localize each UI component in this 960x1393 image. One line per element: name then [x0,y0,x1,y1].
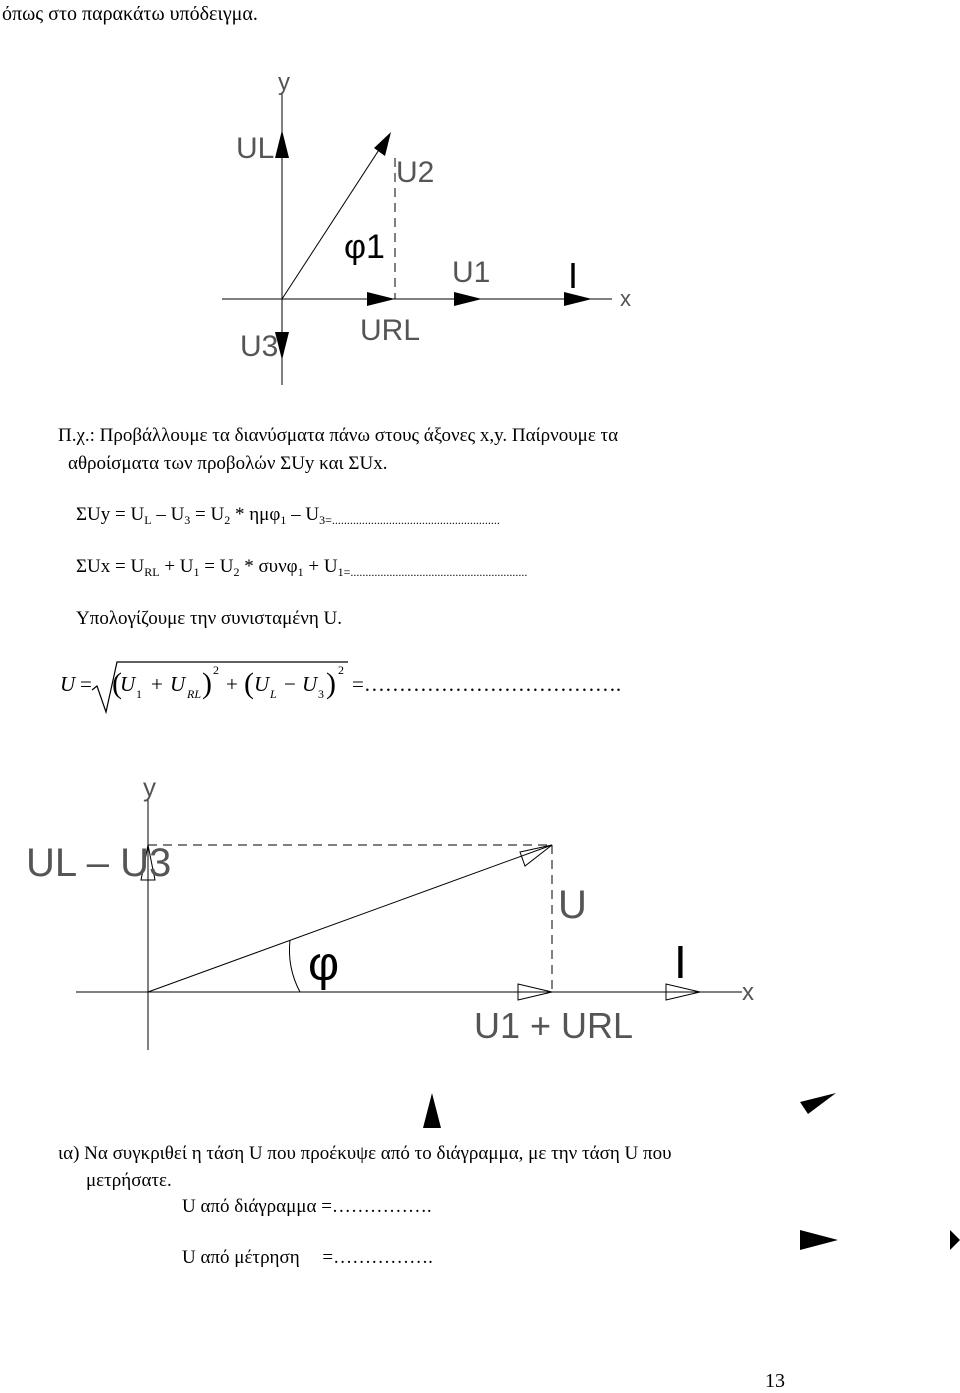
formula-square-2: 2 [338,663,344,677]
measured-value-line [182,1247,433,1270]
measured-value-blank: ……………. [333,1247,433,1268]
u-label: U [558,883,587,927]
u3-label: U3 [240,330,279,363]
formula-u3: U [302,672,318,696]
url-label: URL [360,314,421,347]
question-line-2: μετρήσατε. [86,1170,172,1191]
formula-plus-1: + [151,672,163,696]
ul-minus-u3-label: UL – U3 [26,841,172,885]
paren-open-2: ( [244,667,254,700]
formula-url: U [170,672,186,696]
measured-value-label: U από μέτρηση [182,1247,300,1268]
formula-u1-sub: 1 [136,687,142,701]
formula-result-blank: =………………………………. [352,672,622,696]
phi1-label: φ1 [344,228,385,266]
ul-label: UL [236,132,275,165]
formula-equals: = [80,672,92,696]
question-line-1: ια) Να συγκριθεί η τάση U που προέκυψε από το διάγραμμα, με την τάση U που [58,1143,672,1164]
current-label-1: I [568,255,579,296]
current-label-2: I [674,936,687,988]
measured-value-equals: = [322,1247,334,1268]
u2-label: U2 [396,156,435,189]
formula-minus: − [284,672,296,696]
spare-arrow-right-2 [950,1230,960,1250]
formula-u3-sub: 3 [318,687,324,701]
u1-label: U1 [452,256,491,289]
equation-sum-y: $\Sigma Uy = U_L - U_3 = U_2 * \eta\mu\varphi_1 - U_{3=........................................................}$ [76,504,500,527]
axis-y-label-1: y [278,69,290,96]
formula-square-1: 2 [213,663,219,677]
paragraph-line-1: Π.χ.: Προβάλλουμε τα διανύσματα πάνω στους άξονες x,y. Παίρνουμε τα [58,425,619,446]
formula-u: U [60,672,76,696]
axis-x-label-2: x [742,979,754,1006]
u1-plus-url-label: U1 + URL [474,1005,634,1046]
page-number: 13 [765,1370,785,1392]
equation-sum-x: $\Sigma Ux = U_{RL} + U_1 = U_2 * \sigma\upsilon\nu\varphi_1 + U_{1=...........................................................}$ [76,556,528,579]
paragraph-line-2: αθροίσματα των προβολών ΣUy και ΣUx. [68,453,388,474]
paren-open-1: ( [112,667,122,700]
axis-x-label-1: x [620,286,631,311]
intro-text: όπως στο παρακάτω υπόδειγμα. [2,3,258,25]
formula-ul: U [254,672,270,696]
formula-u1: U [120,672,136,696]
spare-arrow-up [423,1093,441,1128]
compute-resultant-text: Υπολογίζουμε την συνισταμένη U. [76,608,343,629]
diagram-value-blank: ……………. [331,1196,432,1217]
formula-plus-2: + [226,672,238,696]
paren-close-1: ) [202,667,212,700]
axis-y-label-2: y [143,772,156,802]
spare-arrow-right-1 [800,1230,838,1250]
diagram-value-line [182,1196,432,1219]
phi-label: φ [308,938,340,991]
diagram-value-label: U από διάγραμμα = [182,1196,332,1217]
paren-close-2: ) [326,667,336,700]
formula-url-sub: RL [187,687,202,701]
formula-ul-sub: L [270,687,277,701]
spare-arrow-diagonal [800,1093,836,1114]
